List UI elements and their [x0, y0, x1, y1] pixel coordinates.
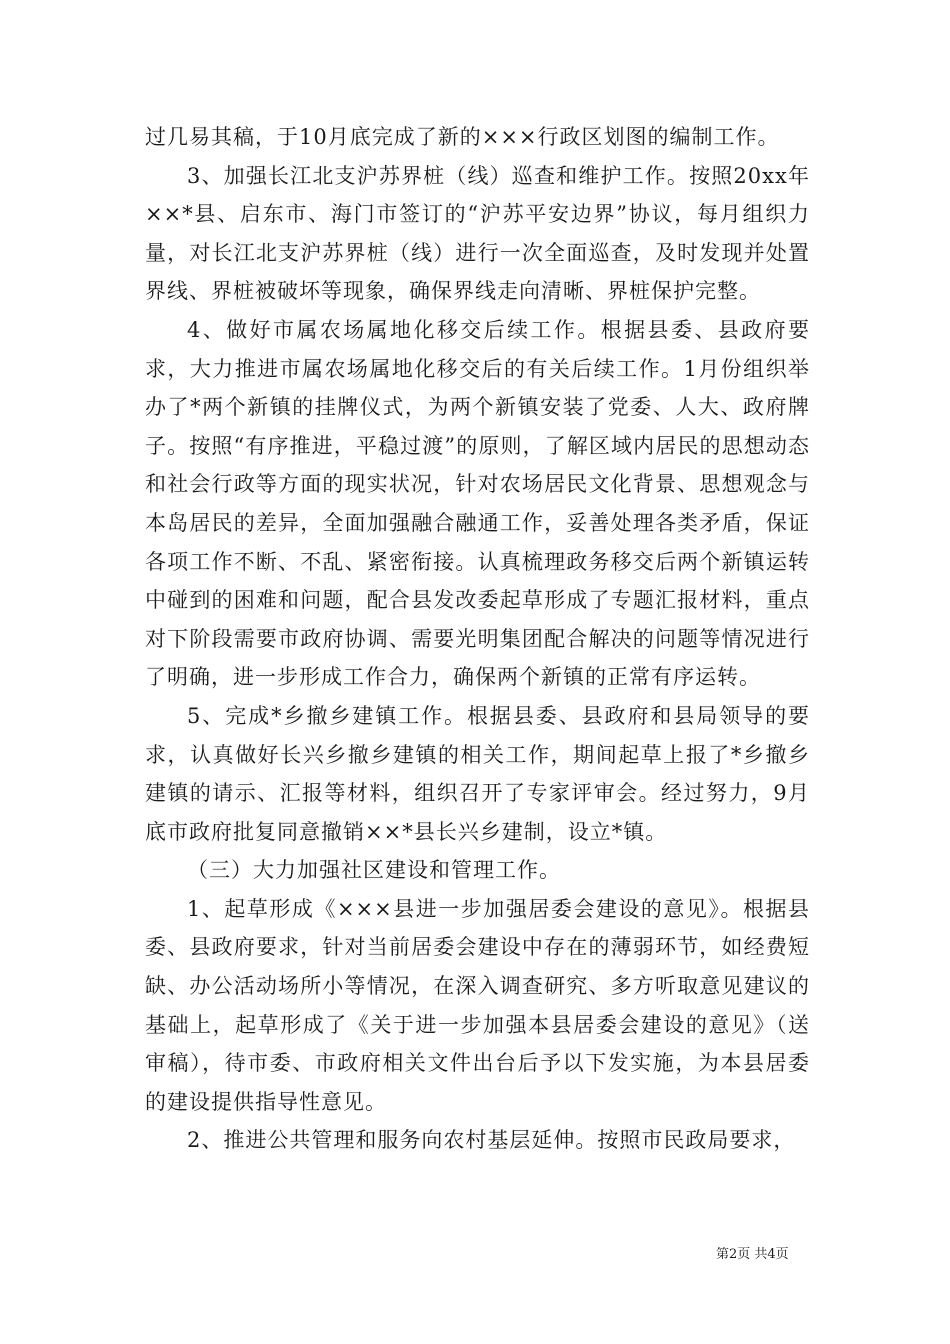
- document-body: [145, 118, 810, 1160]
- paragraph-continuation: 过几易其稿，于10月底完成了新的×××行政区划图的编制工作。: [145, 125, 780, 149]
- section-heading-3: （三）大力加强社区建设和管理工作。: [187, 858, 561, 883]
- paragraph-item-4: 4、做好市属农场属地化移交后续工作。根据县委、县政府要求，大力推进市属农场属地化移交后的有关后续工作。1月份组织举办了*两个新镇的挂牌仪式，为两个新镇安装了党委、人大、政府牌子。按照“有序推进，平稳过渡”的原则，了解区域内居民的思想动态和社会行政等方面的现实状况，针对农场居民文化背景、思想观念与本岛居民的差异，全面加强融合融通工作，妥善处理各类矛盾，保证各项工作不断、不乱、紧密衔接。认真梳理政务移交后两个新镇运转中碰到的困难和问题，配合县发改委起草形成了专题汇报材料，重点对下阶段需要市政府协调、需要光明集团配合解决的问题等情况进行了明确，进一步形成工作合力，确保两个新镇的正常有序运转。: [145, 317, 810, 690]
- paragraph-section3-item-2: 2、推进公共管理和服务向农村基层延伸。按照市民政局要求，: [187, 1128, 796, 1153]
- paragraph-section3-item-1: 1、起草形成《×××县进一步加强居委会建设的意见》。根据县委、县政府要求，针对当前居委会建设中存在的薄弱环节，如经费短缺、办公活动场所小等情况，在深入调查研究、多方听取意见建议的基础上，起草形成了《关于进一步加强本县居委会建设的意见》（送审稿），待市委、市政府相关文件出台后予以下发实施，为本县居委的建设提供指导性意见。: [145, 896, 810, 1114]
- paragraph-item-5: 5、完成*乡撤乡建镇工作。根据县委、县政府和县局领导的要求，认真做好长兴乡撤乡建镇的相关工作，期间起草上报了*乡撤乡建镇的请示、汇报等材料，组织召开了专家评审会。经过努力，9月底市政府批复同意撤销××*县长兴乡建制，设立*镇。: [145, 703, 810, 844]
- page-number-footer: 第2页 共4页: [716, 1247, 789, 1262]
- paragraph-item-3: 3、加强长江北支沪苏界桩（线）巡查和维护工作。按照20xx年××*县、启东市、海门市签订的“沪苏平安边界”协议，每月组织力量，对长江北支沪苏界桩（线）进行一次全面巡查，及时发现并处置界线、界桩被破坏等现象，确保界线走向清晰、界桩保护完整。: [145, 163, 810, 304]
